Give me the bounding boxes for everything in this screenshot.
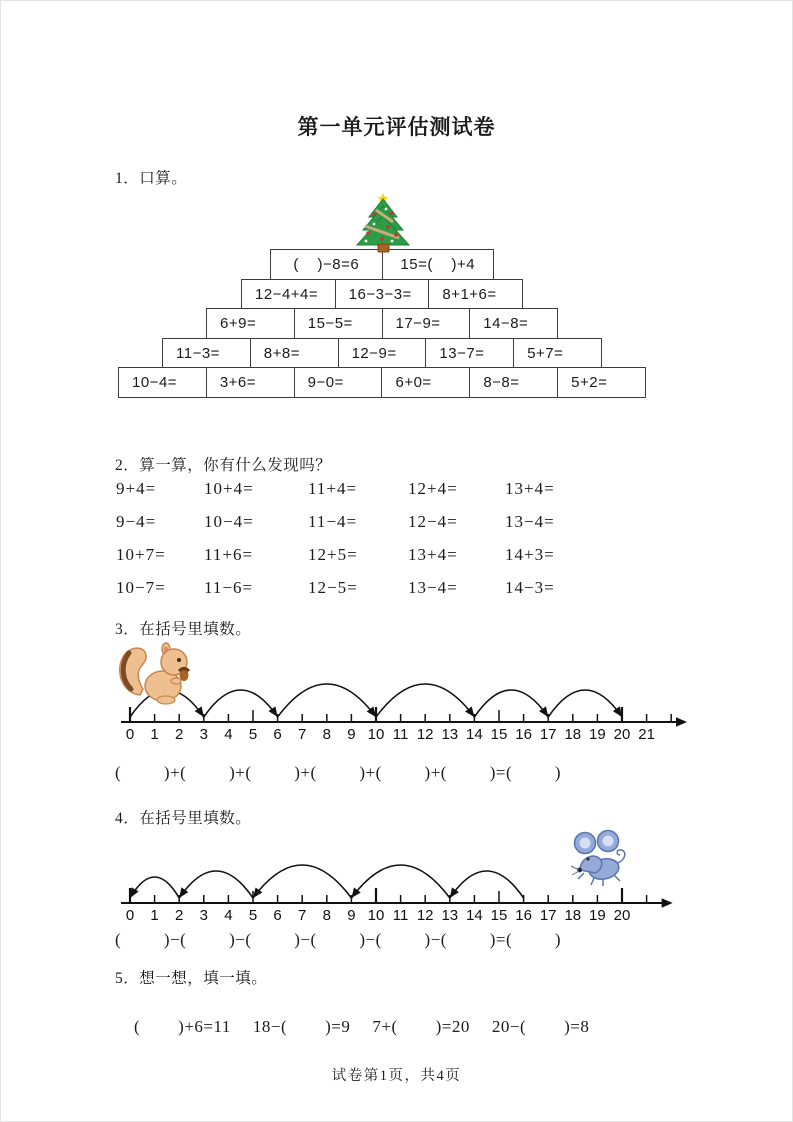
page-title: 第一单元评估测试卷 [297,115,496,139]
pyramid-cell: 8−8= [469,368,557,397]
svg-text:15: 15 [490,907,508,924]
pyramid-cell: 16−3−3= [335,280,429,309]
q2-grid [116,479,555,611]
svg-text:6: 6 [273,726,282,743]
svg-text:13: 13 [441,907,459,924]
pyramid-row [162,338,602,369]
svg-text:1: 1 [150,726,159,743]
equation: 7+( )=20 [372,1017,470,1036]
q4-brackets: ( )−( )−( )−( )−( )−( )=( ) [115,930,562,949]
pyramid-cell: 3+6= [206,368,294,397]
svg-text:19: 19 [589,907,606,924]
svg-text:20: 20 [613,726,631,743]
equation: 11−6= [204,578,254,597]
svg-text:2: 2 [175,726,184,743]
svg-text:18: 18 [564,907,582,924]
svg-text:2: 2 [175,907,184,924]
svg-text:21: 21 [638,726,655,743]
pyramid-cell: 13−7= [425,339,513,368]
pyramid-cell: 9−0= [294,368,382,397]
svg-text:5: 5 [248,907,258,924]
q2-row [116,545,555,578]
equation: 12+4= [408,479,458,498]
q1-label: 1．口算。 [115,170,188,187]
svg-text:10: 10 [367,907,385,924]
pyramid-row [241,279,523,310]
svg-text:19: 19 [589,726,606,743]
pyramid-cell: 8+8= [250,339,338,368]
christmas-tree-icon [352,191,414,253]
q2-row [116,512,555,545]
equation: 9−4= [116,512,157,531]
pyramid-cell: 11−3= [176,344,220,362]
q1-pyramid [118,249,646,398]
q2-row [116,578,555,611]
page-footer: 试卷第1页，共4页 [331,1068,462,1084]
equation: 14+3= [505,545,555,564]
equation: 9+4= [116,479,157,498]
equation: 11−4= [308,512,358,531]
svg-text:9: 9 [347,907,356,924]
equation: 18−( )=9 [252,1017,351,1036]
squirrel-icon [114,641,196,705]
equation: 10−7= [116,578,166,597]
pyramid-cell: 12−9= [338,339,426,368]
pyramid-cell: 14−8= [469,309,557,338]
pyramid-cell: 6+0= [381,368,469,397]
svg-text:8: 8 [322,907,331,924]
q3-label: 3．在括号里填数。 [115,621,252,638]
svg-text:7: 7 [298,726,307,743]
svg-text:13: 13 [441,726,459,743]
svg-text:11: 11 [392,726,409,743]
svg-text:7: 7 [298,907,307,924]
pyramid-row [206,308,558,339]
svg-text:4: 4 [224,907,233,924]
pyramid-cell: 6+9= [220,315,257,332]
equation: 20−( )=8 [491,1017,590,1036]
equation: 11+6= [204,545,254,564]
equation: 10+7= [116,545,166,564]
pyramid-cell: 10−4= [132,374,178,391]
q4-label: 4．在括号里填数。 [115,810,252,827]
svg-text:17: 17 [539,726,557,743]
svg-text:11: 11 [392,907,409,924]
pyramid-cell: 5+7= [513,339,601,368]
pyramid-cell: 5+2= [557,368,645,397]
equation: 10+4= [204,479,254,498]
svg-text:17: 17 [539,907,557,924]
svg-text:1: 1 [150,907,159,924]
pyramid-cell: 8+1+6= [428,280,522,309]
svg-text:16: 16 [515,726,532,743]
pyramid-cell: 15−5= [294,309,382,338]
equation: 12−4= [408,512,458,531]
equation: 11+4= [308,479,358,498]
svg-text:18: 18 [564,726,582,743]
pyramid-cell: 15=( )+4 [382,250,494,279]
svg-text:0: 0 [125,726,135,743]
svg-text:3: 3 [199,726,208,743]
equation: 13+4= [408,545,458,564]
svg-text:3: 3 [199,907,208,924]
equation: 12−5= [308,578,358,597]
equation: 13−4= [408,578,458,597]
pyramid-row [270,249,494,280]
svg-text:8: 8 [322,726,331,743]
equation: 13−4= [505,512,555,531]
svg-text:5: 5 [248,726,258,743]
svg-text:14: 14 [466,907,483,924]
svg-text:15: 15 [490,726,508,743]
q5-equations [115,997,611,1057]
equation: 14−3= [505,578,555,597]
svg-text:6: 6 [273,907,282,924]
pyramid-cell: 12−4+4= [255,285,319,303]
pyramid-cell: ( )−8=6 [293,256,360,273]
svg-text:12: 12 [416,907,434,924]
svg-text:12: 12 [416,726,434,743]
svg-text:20: 20 [613,907,631,924]
svg-text:0: 0 [125,907,135,924]
svg-text:14: 14 [466,726,483,743]
equation: 13+4= [505,479,555,498]
q2-row [116,479,555,512]
pyramid-cell: 17−9= [382,309,470,338]
q3-brackets: ( )+( )+( )+( )+( )+( )=( ) [115,763,562,782]
equation: ( )+6=11 [134,1017,231,1036]
equation: 10−4= [204,512,254,531]
svg-text:16: 16 [515,907,532,924]
svg-text:4: 4 [224,726,233,743]
svg-text:9: 9 [347,726,356,743]
equation: 12+5= [308,545,358,564]
svg-text:10: 10 [367,726,385,743]
mouse-icon [570,829,628,887]
pyramid-row [118,367,646,398]
q5-label: 5．想一想，填一填。 [115,970,268,987]
q2-label: 2．算一算，你有什么发现吗？ [115,457,332,474]
